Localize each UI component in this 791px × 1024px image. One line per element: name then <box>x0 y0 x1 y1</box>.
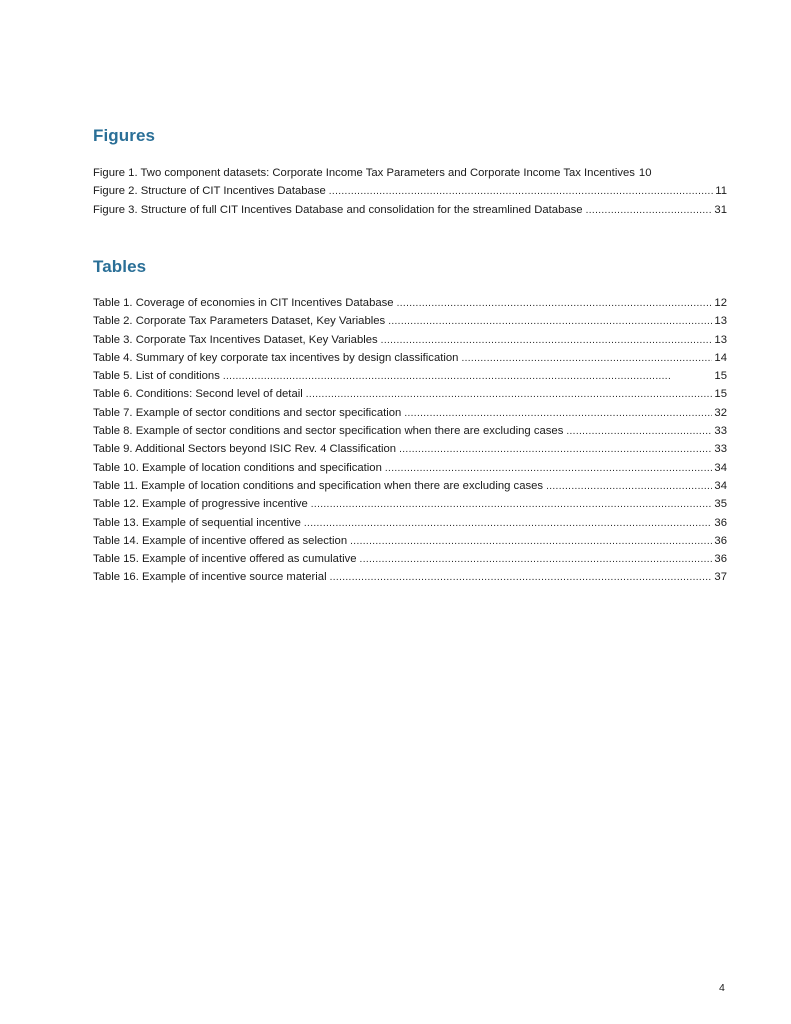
toc-entry-page: 33 <box>714 443 727 456</box>
figure-entry[interactable] <box>93 201 727 219</box>
dot-leader <box>360 550 713 568</box>
toc-entry-title: Table 16. Example of incentive source material <box>93 571 327 584</box>
toc-entry-title: Figure 3. Structure of full CIT Incentives Database and consolidation for the streamlined Database <box>93 203 583 216</box>
toc-entry-page: 34 <box>714 479 727 492</box>
toc-entry-title: Table 12. Example of progressive incentive <box>93 498 308 511</box>
toc-entry-page: 10 <box>638 167 652 179</box>
toc-entry-title: Table 11. Example of location conditions and specification when there are excluding cases <box>93 479 544 492</box>
toc-entry-title: Table 2. Corporate Tax Parameters Dataset, Key Variables <box>93 315 386 328</box>
toc-entry-title: Table 1. Coverage of economies in CIT Incentives Database <box>93 297 394 309</box>
toc-entry-page: 33 <box>714 425 727 438</box>
table-entry[interactable] <box>93 459 727 477</box>
dot-leader <box>304 514 713 532</box>
toc-entry-title: Table 13. Example of sequential incentive <box>93 516 301 529</box>
dot-leader <box>385 459 713 477</box>
figures-list <box>93 164 727 219</box>
table-entry[interactable] <box>93 294 727 312</box>
tables-list <box>93 294 727 587</box>
table-entry[interactable] <box>93 349 727 367</box>
table-entry[interactable] <box>93 404 727 422</box>
toc-entry-page: 31 <box>714 203 727 216</box>
toc-entry-title: Table 5. List of conditions <box>93 370 220 383</box>
toc-entry-title: Table 3. Corporate Tax Incentives Dataset, Key Variables <box>93 333 378 346</box>
dot-leader <box>381 331 713 349</box>
tables-heading: Tables <box>93 257 147 276</box>
table-entry[interactable] <box>93 550 727 568</box>
table-entry[interactable] <box>93 440 727 458</box>
dot-leader <box>397 294 713 312</box>
table-entry[interactable] <box>93 331 727 349</box>
toc-entry-page: 36 <box>714 553 727 566</box>
toc-entry-page: 12 <box>714 297 727 309</box>
table-entry[interactable] <box>93 477 727 495</box>
toc-entry-title: Table 8. Example of sector conditions and sector specification when there are excluding cases <box>93 425 564 438</box>
table-entry[interactable] <box>93 367 727 385</box>
toc-entry-page: 35 <box>714 498 727 511</box>
table-entry[interactable] <box>93 568 727 586</box>
toc-entry-page: 15 <box>714 388 727 401</box>
toc-entry-title: Figure 1. Two component datasets: Corporate Income Tax Parameters and Corporate Income Tax Incentives <box>93 167 635 179</box>
toc-entry-title: Table 15. Example of incentive offered as cumulative <box>93 553 357 566</box>
dot-leader <box>388 312 712 330</box>
table-entry[interactable] <box>93 495 727 513</box>
dot-leader <box>350 532 712 550</box>
dot-leader <box>306 385 713 403</box>
toc-entry-title: Table 6. Conditions: Second level of detail <box>93 388 303 401</box>
figures-heading: Figures <box>93 126 156 145</box>
figure-entry[interactable] <box>93 182 727 200</box>
figure-entry[interactable] <box>93 164 727 182</box>
toc-entry-title: Table 7. Example of sector conditions and sector specification <box>93 406 402 419</box>
toc-entry-title: Figure 2. Structure of CIT Incentives Database <box>93 185 326 198</box>
dot-leader <box>461 349 712 367</box>
toc-entry-title: Table 9. Additional Sectors beyond ISIC Rev. 4 Classification <box>93 443 397 456</box>
dot-leader <box>546 477 712 495</box>
toc-entry-title: Table 14. Example of incentive offered as selection <box>93 534 348 547</box>
toc-entry-page: 11 <box>715 185 727 198</box>
toc-entry-page: 13 <box>714 333 727 346</box>
dot-leader <box>329 182 714 200</box>
toc-entry-page: 32 <box>714 406 727 419</box>
toc-entry-page: 36 <box>714 534 727 547</box>
toc-entry-page: 37 <box>714 571 727 584</box>
table-entry[interactable] <box>93 532 727 550</box>
toc-entry-title: Table 4. Summary of key corporate tax incentives by design classification <box>93 351 459 364</box>
dot-leader <box>404 404 712 422</box>
toc-entry-page: 15 <box>714 370 727 383</box>
dot-leader <box>399 440 712 458</box>
table-entry[interactable] <box>93 514 727 532</box>
dot-leader <box>586 201 713 219</box>
toc-entry-page: 14 <box>714 351 727 364</box>
table-entry[interactable] <box>93 422 727 440</box>
dot-leader <box>223 367 713 385</box>
toc-entry-page: 13 <box>714 315 727 328</box>
page-number: 4 <box>719 982 725 994</box>
dot-leader <box>330 568 713 586</box>
toc-entry-page: 36 <box>714 516 727 529</box>
toc-entry-page: 34 <box>714 461 727 474</box>
dot-leader <box>566 422 712 440</box>
toc-entry-title: Table 10. Example of location conditions and specification <box>93 461 382 474</box>
table-entry[interactable] <box>93 385 727 403</box>
dot-leader <box>311 495 713 513</box>
table-entry[interactable] <box>93 312 727 330</box>
